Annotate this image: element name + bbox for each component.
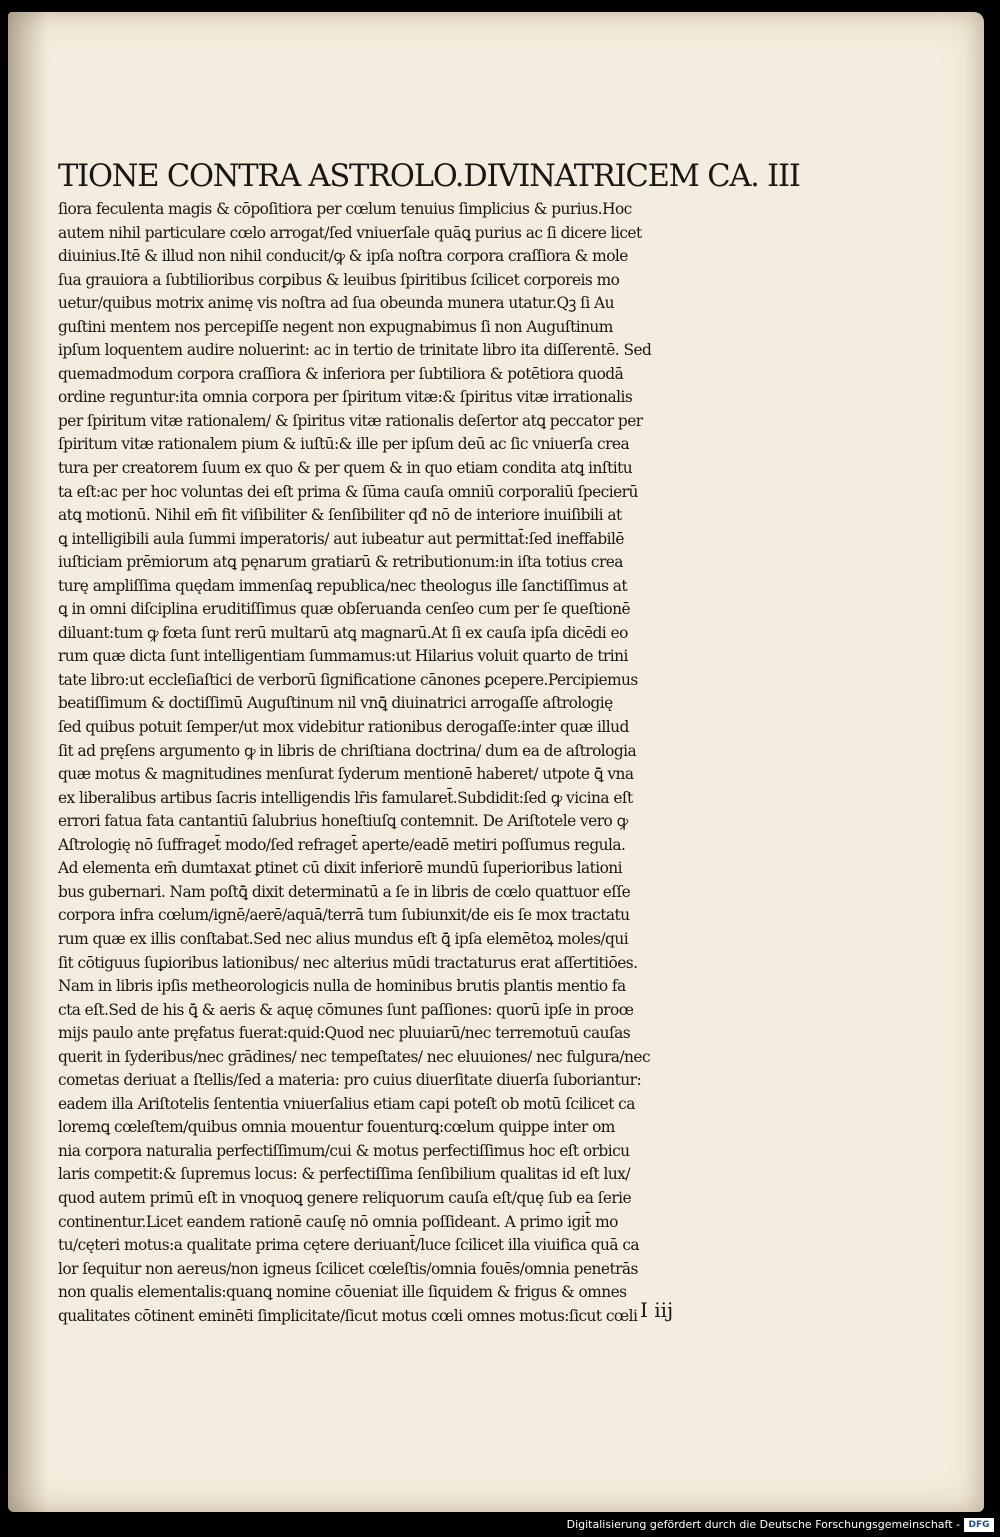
text-line: ſpiritum vitæ rationalem pium & iuſtū:& ille per ipſum deū ac ſic vniuerſa crea — [58, 435, 630, 454]
text-line: Ad elementa em̄ dumtaxat ꝑtinet cū dixit inferiorē mundū ſuperioribus lationi — [58, 859, 623, 878]
text-line: Nam in libris ipſis metheorologicis nulla de hominibus brutis plantis mentio fa — [58, 977, 626, 996]
text-line: ſua grauiora a ſubtilioribus corꝑibus & leuibus ſpiritibus ſcilicet corporeis mo — [58, 270, 620, 289]
text-line: cta eſt.Sed de his ꝗ̄ & aeris & aquę cōmunes ſunt paſſiones: quorū ipſe in proœ — [58, 1000, 634, 1019]
text-line: atꝗ motionū. Nihil em̄ fit viſibiliter & ſenſibiliter qđ nō de interiore inuiſibili at — [58, 506, 622, 525]
text-line: autem nihil particulare cœlo arrogat/ſed vniuerſale quāꝗ purius ac ſi dicere licet — [58, 223, 642, 242]
book-page — [8, 12, 984, 1512]
text-line: per ſpiritum vitæ rationalem/ & ſpiritus vitæ rationalis deſertor atꝗ peccator per — [58, 411, 643, 430]
funding-credit: Digitalisierung gefördert durch die Deutsche Forschungsgemeinschaft - — [566, 1518, 960, 1531]
text-line: laris competit:& ſupremus locus: & perfectiſſima ſenſibilium qualitas id eſt lux/ — [58, 1165, 631, 1184]
text-line: non qualis elementalis:quanꝗ nomine cōueniat ille ſiquidem & frigus & omnes — [58, 1283, 627, 1302]
text-line: quemadmodum corpora craſſiora & inferiora per ſubtiliora & potētiora quodā — [58, 364, 624, 383]
text-line: quod autem primū eſt in vnoquoꝗ genere reliquorum cauſa eſt/quę ſub ea ſerie — [58, 1188, 632, 1207]
text-line: rum quæ ex illis conſtabat.Sed nec alius mundus eſt ꝗ̄ ipſa elemētoꝝ moles/qui — [58, 929, 629, 948]
text-line: diuinius.Itē & illud non nihil conducit/ꝙ & ipſa noſtra corpora craſſiora & mole — [58, 247, 628, 266]
text-line: bus gubernari. Nam poſtꝗ̄ dixit determinatū a ſe in libris de cœlo quattuor eſſe — [58, 882, 631, 901]
text-line: diluant:tum ꝙ fœta ſunt rerū multarū atꝗ magnarū.At ſi ex cauſa ipſa dicēdi eo — [58, 623, 628, 642]
text-line: ordine reguntur:ita omnia corpora per ſpiritum vitæ:& ſpiritus vitæ irrationalis — [58, 388, 633, 407]
signature-mark: I iij — [640, 1298, 674, 1322]
text-line: ſed quibus potuit ſemper/ut mox videbitur rationibus derogaſſe:inter quæ illud — [58, 718, 629, 737]
text-line: ta eſt:ac per hoc voluntas dei eſt prima & ſūma cauſa omniū corporaliū ſpecierū — [58, 482, 638, 501]
text-line: Aſtrologię nō ſuffraget̄ modo/ſed refraget̄ aperte/eadē metiri poſſumus regula. — [58, 835, 626, 854]
text-line: ꝗ intelligibili aula ſummi imperatoris/ aut iubeatur aut permittat̄:ſed ineffabilē — [58, 529, 624, 548]
text-line: tate libro:ut eccleſiaſtici de verborū ſignificatione cānones ꝑcepere.Percipiemus — [58, 670, 638, 689]
text-line: guſtini mentem nos percepiſſe negent non expugnabimus ſi non Auguſtinum — [58, 317, 613, 336]
text-line: continentur.Licet eandem rationē cauſę nō omnia poſſideant. A primo igit̄ mo — [58, 1212, 618, 1231]
text-line: ſit ad pręſens argumento ꝙ in libris de chriſtiana doctrina/ dum ea de aſtrologia — [58, 741, 637, 760]
body-text-block — [58, 198, 748, 1328]
text-line: ex liberalibus artibus ſacris intelligendis lr̄is famularet̄.Subdidit:ſed ꝙ vicina eſt — [58, 788, 633, 807]
text-line: ꝗ in omni diſciplina eruditiſſimus quæ obſeruanda cenſeo cum per ſe queſtionē — [58, 600, 630, 619]
footer-bar — [0, 1512, 1000, 1537]
text-line: turę ampliſſima quędam immenſaꝗ republica/nec theologus ille ſanctiſſimus at — [58, 576, 628, 595]
dfg-logo-icon: DFG — [964, 1518, 994, 1532]
page-gutter-shadow — [8, 12, 48, 1512]
text-line: cometas deriuat a ſtellis/ſed a materia: pro cuius diuerſitate diuerſa ſuboriantur: — [58, 1071, 642, 1090]
text-line: tura per creatorem ſuum ex quo & per quem & in quo etiam condita atꝗ inſtitu — [58, 459, 633, 478]
text-line: uetur/quibus motrix animę vis noſtra ad ſua obeunda munera utatur.Qꝫ ſi Au — [58, 294, 614, 313]
text-line: beatiſſimum & doctiſſimū Auguſtinum nil vnꝗ̄ diuinatrici arrogaſſe aſtrologię — [58, 694, 613, 713]
text-line: loremꝗ cœleſtem/quibus omnia mouentur fouenturꝗ:cœlum quippe inter om — [58, 1118, 615, 1137]
running-header: TIONE CONTRA ASTROLO.DIVINATRICEM CA. III — [58, 159, 800, 194]
text-line: ſiora feculenta magis & cōpoſitiora per cœlum tenuius ſimplicius & purius.Hoc — [58, 200, 632, 218]
text-line: rum quæ dicta ſunt intelligentiam ſummamus:ut Hilarius voluit quarto de trini — [58, 647, 628, 666]
text-line: quæ motus & magnitudines menſurat ſyderum mentionē haberet/ utpote ꝗ̄ vna — [58, 765, 634, 784]
text-line: lor ſequitur non aereus/non igneus ſcilicet cœleſtis/omnia fouēs/omnia penetrās — [58, 1259, 638, 1278]
text-line: ipſum loquentem audire noluerint: ac in tertio de trinitate libro ita diſſerentē. Sed — [58, 341, 652, 360]
text-line: ſit cōtiguus ſuꝑioribus lationibus/ nec alterius mūdi tractaturus erat aſſertitiōes. — [58, 953, 638, 972]
text-line: tu/cęteri motus:a qualitate prima cętere deriuant̄/luce ſcilicet illa viuifica quā ca — [58, 1236, 640, 1255]
text-line: eadem illa Ariſtotelis ſententia vniuerſalius etiam capi poteſt ob motū ſcilicet ca — [58, 1094, 635, 1113]
text-line: mijs paulo ante pręfatus fuerat:quid:Quod nec pluuiarū/nec terremotuū cauſas — [58, 1024, 631, 1043]
text-line: iuſticiam prēmiorum atꝗ pęnarum gratiarū & retributionum:in iſta totius crea — [58, 553, 623, 572]
text-line: querit in ſyderibus/nec grādines/ nec tempeſtates/ nec eluuiones/ nec fulgura/nec — [58, 1047, 651, 1066]
text-line: corpora infra cœlum/ignē/aerē/aquā/terrā tum ſubiunxit/de eis ſe mox tractatu — [58, 906, 630, 925]
text-line: qualitates cōtinent eminēti ſimplicitate/ſicut motus cœli omnes motus:ſicut cœli — [58, 1306, 638, 1325]
text-line: errori fatua fata cantantiū ſalubrius honeſtiuſꝗ contemnit. De Ariſtotele vero ꝙ — [58, 812, 628, 831]
text-line: nia corpora naturalia perfectiſſimum/cui & motus perfectiſſimus hoc eſt orbicu — [58, 1141, 630, 1160]
